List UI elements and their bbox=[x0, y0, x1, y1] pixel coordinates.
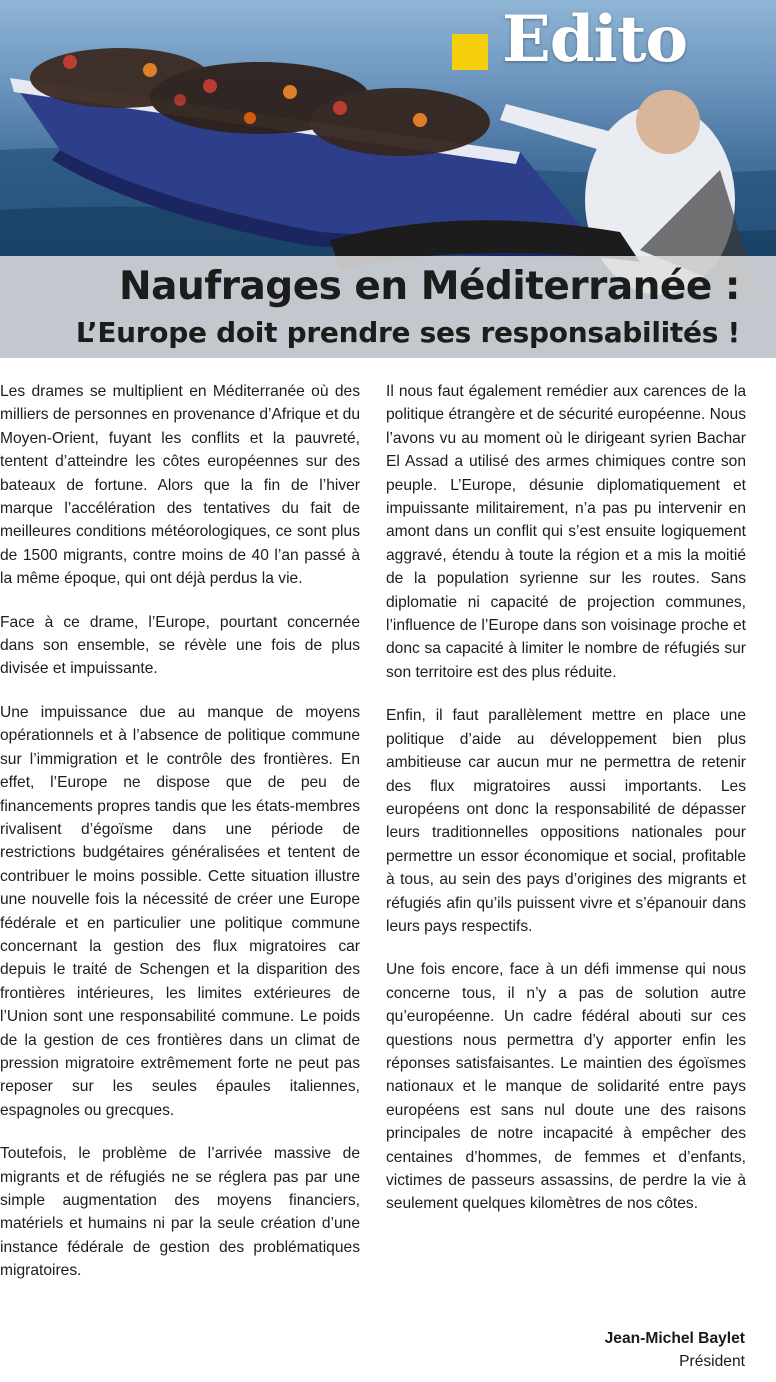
paragraph: Les drames se multiplient en Méditerranée où des milliers de personnes en provenance d’Afrique et du Moyen-Orient, fuyant les conflits et la pauvreté, tentent d’atteindre les côtes européennes sur des bateaux de fortune. Alors que la fin de l’hiver marque l’accélération des tentatives du fait de meilleures conditions météorologiques, ce sont plus de 1500 migrants, contre moins de 40 l’an passé à la même époque, qui ont déjà perdus la vie. bbox=[0, 383, 360, 588]
signature-role: Président bbox=[679, 1353, 745, 1370]
signature bbox=[605, 1327, 745, 1373]
article-subtitle: L’Europe doit prendre ses responsabilités ! bbox=[75, 316, 740, 349]
yellow-square-icon bbox=[452, 34, 488, 70]
article-right-column bbox=[386, 380, 746, 1236]
paragraph: Toutefois, le problème de l’arrivée massive de migrants et de réfugiés ne se réglera pas par une simple augmentation des moyens financiers, matériels et humains ni par la seule création d’une instance fédérale de gestion des problématiques migratoires. bbox=[0, 1145, 360, 1280]
section-label-text: Edito bbox=[502, 2, 688, 77]
paragraph: Il nous faut également remédier aux carences de la politique étrangère et de sécurité européenne. Nous l’avons vu au moment où le dirigeant syrien Bachar El Assad a utilisé des armes chimiques contre son peuple. L’Europe, désunie diplomatiquement et impuissante militairement, n’a pas pu intervenir en amont dans un conflit qui s’est ensuite logiquement aggravé, étendu à toute la région et a mis la moitié de la population syrienne sur les routes. Sans diplomatie ni capacité de projection communes, l’influence de l’Europe dans son voisinage proche et donc sa capacité à limiter le nombre de réfugiés sur son territoire est des plus réduite. bbox=[386, 383, 746, 681]
paragraph: Enfin, il faut parallèlement mettre en place une politique d’aide au développement bien plus ambitieuse car aucun mur ne permettra de retenir des flux migratoires aussi importants. Les européens ont donc la responsabilité de dépasser leurs traditionnelles oppositions nationales pour permettre un essor économique et social, profitable à tous, au sein des pays d’origines des migrants et réfugiés afin qu’ils puissent vivre et s’épanouir dans leurs pays respectifs. bbox=[386, 707, 746, 935]
paragraph: Une impuissance due au manque de moyens opérationnels et à l’absence de politique commune sur l’immigration et le contrôle des frontières. En effet, l’Europe ne dispose que de peu de financements propres tandis que les états-membres rivalisent d’égoïsme dans une période de restrictions budgétaires généralisées et tentent de contribuer le moins possible. Cette situation illustre une nouvelle fois la nécessité de créer une Europe fédérale et en particulier une politique commune concernant la gestion des flux migratoires car depuis le traité de Schengen et la disparition des frontières intérieures, les limites extérieures de l’Union sont une responsabilité commune. Le poids de la gestion de ces frontières dans un climat de pression migratoire extrêmement forte ne peut pas reposer sur les seules épaules italiennes, espagnoles ou grecques. bbox=[0, 703, 360, 1119]
paragraph: Une fois encore, face à un défi immense qui nous concerne tous, il n’y a pas de solution autre qu’européenne. Un cadre fédéral abouti sur ces questions nous permettra d’y apporter enfin les réponses satisfaisantes. Le maintien des égoïsmes nationaux et le manque de solidarité entre pays européens est sans nul doute une des raisons principales de notre incapacité à empêcher des centaines d’hommes, de femmes et d’enfants, victimes de passeurs assassins, de perdre la vie à seulement quelques kilomètres de nos côtes. bbox=[386, 961, 746, 1213]
section-label bbox=[452, 2, 687, 78]
article-left-column bbox=[0, 380, 360, 1303]
article-title: Naufrages en Méditerranée : bbox=[119, 264, 740, 309]
signature-name: Jean-Michel Baylet bbox=[604, 1330, 745, 1347]
header-photo bbox=[0, 0, 776, 358]
paragraph: Face à ce drame, l’Europe, pourtant concernée dans son ensemble, se révèle une fois de plus divisée et impuissante. bbox=[0, 613, 360, 678]
